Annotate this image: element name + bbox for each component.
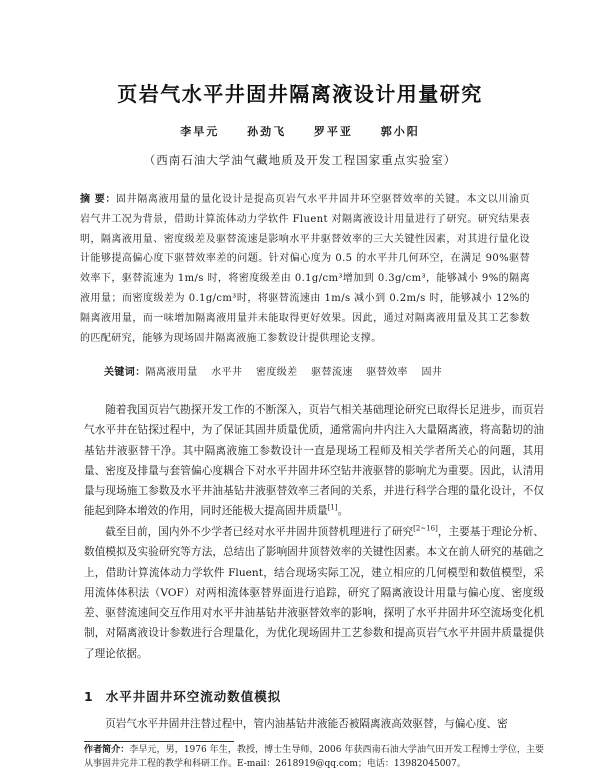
- affiliation: （西南石油大学油气藏地质及开发工程国家重点实验室）: [143, 153, 457, 167]
- section-1-paragraph: 页岩气水平井固井注替过程中，管内油基钻井液能否被隔离液高效驱替，与偏心度、密: [105, 718, 508, 730]
- section-heading: [84, 687, 281, 705]
- intro-paragraph-1: [84, 400, 544, 522]
- footnote-text: 李早元，男，1976 年生，教授，博士生导师，2006 年获西南石油大学油气田开发工程博士学位，主要从事固井完井工程的教学和科研工作。E-mail：2618919@qq.com；电话：13982045007。: [84, 745, 544, 769]
- paper-title: 页岩气水平井固井隔离液设计用量研究: [117, 82, 483, 106]
- abstract: [80, 190, 530, 348]
- paragraph-text: 随着我国页岩气勘探开发工作的不断深入，页岩气相关基础理论研究已取得长足进步，而页岩气水平井在钻探过程中，为了保证其固井质量优质，通常需向井内注入大量隔离液，将高黏切的油基钻井液驱替干净。其中隔离液施工参数设计一直是现场工程师及相关学者所关心的问题，其用量、密度及排量与套管偏心度耦合下对水平井固井环空钻井液驱替的影响尤为重要。因此，认清用量与现场施工参数及水平井油基钻井液驱替效率三者间的关系，并进行科学合理的量化设计，不仅能起到降本增效的作用，同时还能极大提高固井质量: [84, 404, 544, 518]
- keywords-label: 关键词：: [104, 367, 146, 378]
- section-title: 水平井固井环空流动数值模拟: [105, 689, 282, 704]
- citation: [1]: [327, 503, 338, 512]
- paragraph-text-end: 。: [337, 505, 349, 518]
- paragraph-text-end: ，主要基于理论分析、数值模拟及实验研究等方法，总结出了影响固井顶替效率的关键性因素。本文在前人研究的基础之上，借助计算流体动力学软件 Fluent，结合现场实际工况，建立相应的几何模型和数值模型，采用流体体积法（VOF）对两相流体驱替界面进行追踪，研究了隔离液设计用量与偏心度、密度级差、驱替流速间交互作用对水平井油基钻井液驱替效率的影响，探明了水平井固井环空流场变化机制，对隔离液设计参数进行合理量化，为优化现场固井工艺参数和提高页岩气水平井固井质量提供了理论依据。: [84, 526, 545, 660]
- footnote-label: 作者简介：: [84, 745, 130, 755]
- author-footnote: [84, 744, 544, 771]
- citation: [2~16]: [413, 524, 438, 533]
- footnote-divider: [84, 741, 234, 742]
- abstract-label: 摘 要：: [80, 194, 116, 205]
- paragraph-text: 截至目前，国内外不少学者已经对水平井固井顶替机理进行了研究: [105, 526, 414, 538]
- keywords: [104, 363, 544, 378]
- author-list: 李早元 孙劲飞 罗平亚 郭小阳: [180, 125, 420, 138]
- keywords-text: 隔离液用量 水平井 密度级差 驱替流速 驱替效率 固井: [145, 367, 443, 378]
- abstract-text: 固井隔离液用量的量化设计是提高页岩气水平井固井环空驱替效率的关键。本文以川渝页岩气井工况为背景，借助计算流体动力学软件 Fluent 对隔离液设计用量进行了研究。研究结果表明，隔离液用量、密度级差及驱替流速是影响水平井驱替效率的三大关键性因素，对其进行量化设计能够提高偏心度下驱替效率差的问题。针对偏心度为 0.5 的水平井几何环空，在满足 90%驱替效率下，驱替流速为 1m/s 时，将密度级差由 0.1g/cm³增加到 0.3g/cm³，能够减小 9%的隔离液用量；而密度级差为 0.1g/cm³时，将驱替流速由 1m/s 减小到 0.2m/s 时，能够减小 12%的隔离液用量，而一味增加隔离液用量并未能取得更好效果。因此，通过对隔离液用量及其工艺参数的匹配研究，能够为现场固井隔离液施工参数设计提供理论支撑。: [80, 194, 530, 344]
- intro-paragraph-2: [84, 522, 544, 664]
- section-number: 1: [84, 689, 94, 704]
